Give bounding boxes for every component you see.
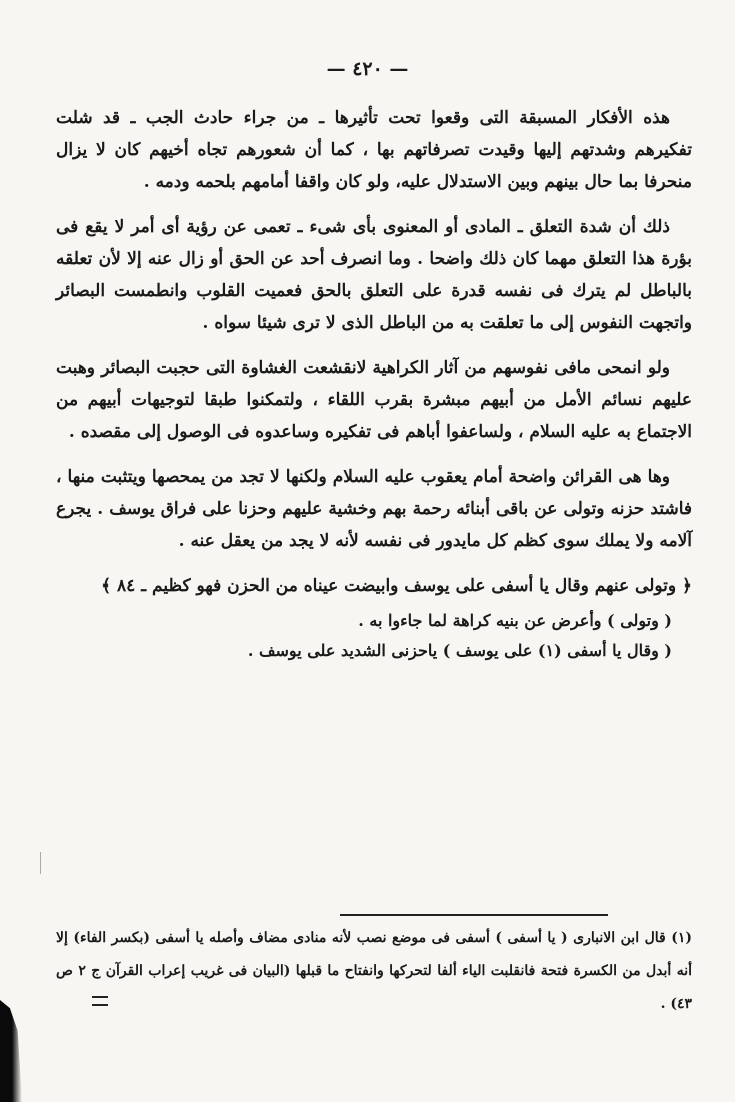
paragraph-4-text: وها هى القرائن واضحة أمام يعقوب عليه السلام ولكنها لا تجد من يمحصها ويتثبت منها ، فاشتد حزنه وتولى عن باقى أبنائه رحمة بهم وخشية عليهم وحزنا على فراق يوسف . يجرع آلامه ولا يملك سوى كظم كل مايدور فى نفسه لأنه لا يجد من يعقل عنه . xyxy=(56,467,692,551)
paragraph-3-text: ولو انمحى مافى نفوسهم من آثار الكراهية لانقشعت الغشاوة التى حجبت البصائر وهبت عليهم نسائم الأمل من أبيهم مبشرة بقرب اللقاء ، ولتمكنوا طبقا لتوجيهات أبيهم من الاجتماع به عليه السلام ، ولساعفوا أباهم فى تفكيره وساعدوه فى الوصول إلى مقصده . xyxy=(56,358,692,442)
margin-bracket-mark xyxy=(40,852,47,874)
margin-equals-mark xyxy=(92,996,108,1006)
explanation-2: ( وقال يا أسفى (١) على يوسف ) ياحزنى الشديد على يوسف . xyxy=(247,641,672,660)
explanation-1: ( وتولى ) وأعرض عن بنيه كراهة لما جاءوا به . xyxy=(358,611,672,630)
paragraph-3 xyxy=(56,352,692,448)
paragraph-4 xyxy=(56,461,692,557)
scan-binding-shadow xyxy=(0,1000,22,1102)
footnote-divider xyxy=(340,914,608,916)
main-text xyxy=(56,102,692,666)
page-number: — ٤٢٠ — xyxy=(326,58,409,80)
paragraph-2 xyxy=(56,211,692,339)
paragraph-1 xyxy=(56,102,692,198)
paragraph-1-text: هذه الأفكار المسبقة التى وقعوا تحت تأثيرها ـ من جراء حادث الجب ـ قد شلت تفكيرهم وشدتهم إليها وقيدت تصرفاتهم بها ، كما أن شعورهم تجاه أخيهم كان لا يزال منحرفا بما حال بينهم وبين الاستدلال عليه، ولو كان واقفا أمامهم بلحمه ودمه . xyxy=(56,108,692,192)
quran-verse: ﴿ وتولى عنهم وقال يا أسفى على يوسف وابيضت عيناه من الحزن فهو كظيم ـ ٨٤ ﴾ xyxy=(101,576,692,596)
paragraph-2-text: ذلك أن شدة التعلق ـ المادى أو المعنوى بأى شىء ـ تعمى عن رؤية أى أمر لا يقع فى بؤرة هذا التعلق مهما كان ذلك واضحا . وما انصرف أحد عن الحق أو زال عنه إلا لأن تعلقه بالباطل لم يترك فى نفسه قدرة على التعلق بالحق فعميت القلوب وانطمست البصائر واتجهت النفوس إلى ما تعلقت به من الباطل الذى لا ترى شيئا سواه . xyxy=(56,217,692,333)
footnote: (١) قال ابن الانبارى ( يا أسفى ) أسفى فى موضع نصب لأنه منادى مضاف وأصله يا أسفى (بكسر الفاء) إلا أنه أبدل من الكسرة فتحة فانقلبت الياء ألفا لتحركها وانفتاح ما قبلها (البيان فى غريب إعراب القرآن ج ٢ ص ٤٣) . xyxy=(56,930,692,1012)
